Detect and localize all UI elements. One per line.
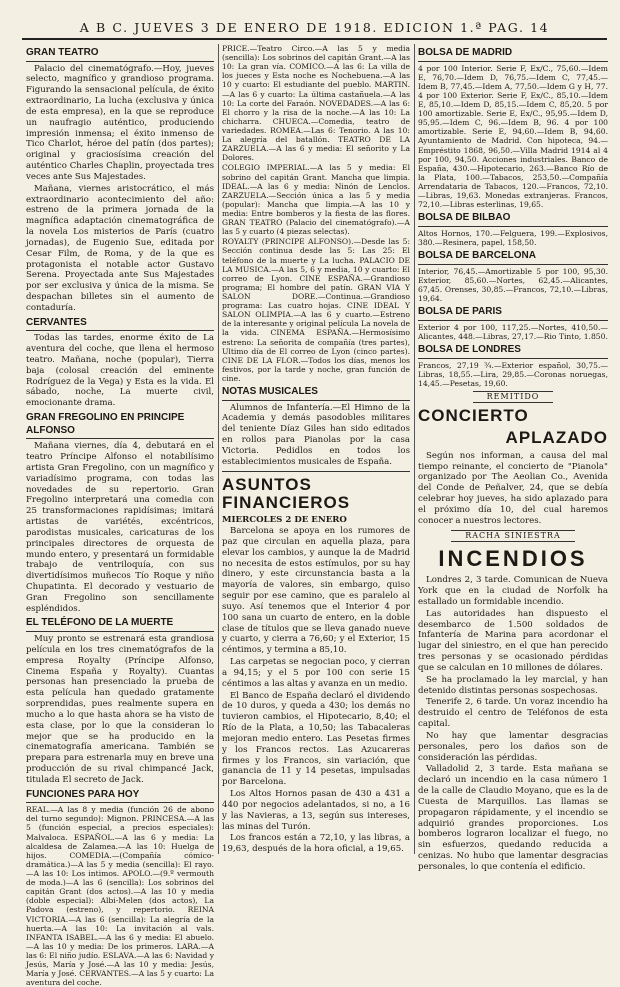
stock-quotes: Francos, 27,19 ¾.—Exterior español, 30,75.—Libras, 18,55.—Lira, 29,85.—Coronas noruegas, 14,45.—Pesetas, 19,60. <box>418 360 608 388</box>
stock-quotes: 4 por 100 Interior. Serie F, Ex/C., 75,60.—Idem E, 76,70.—Idem D, 76,75.—Idem C, 77,45.—Idem B, 77,45.—Idem A, 77,50.—Idem G y H, 77. 4 por 100 Exterior. Serie F, Ex/C., 85,10.—Idem E, 85,10.—Idem D, 85,15.—Idem C, 85,20. 5 por 100 amortizable. Serie E, Ex/C., 95,95.—Idem D, 95,95.—Idem C, 96.—Idem B, 96. 4 por 100 amortizable. Serie E, 94,60.—Idem B, 94,60. Ayuntamiento de Madrid. Con hipoteca, 94.—Empréstito 1868, 96,50.—Villa Madrid 1914 al 4 por 100, 94,50. Acciones industriales. Banco de España, 430.—Hipotecario, 263.—Banco Río de la Plata, 100.—Tabacos, 253,50.—Compañía Arrendataria de Tabacos, 120.—Francos, 72,10.—Libras, 19,63. Monedas extranjeras. Francos, 72,10.—Libras esterlinas, 19,65. <box>418 63 608 210</box>
headline-incendios: INCENDIOS <box>438 545 588 571</box>
listings-text: COLEGIO IMPERIAL.—A las 5 y media: El sobrino del capitán Grant. Mancha que limpia. IDEAL.—A las 6 y media: Ninón de Lenclos. ZARZUELA.—Sección única a las 5 y media (popular): Mancha que limpia.—A las 10 y media: Entre bomberos y la fiesta de las flores. GRAN TEATRO (Palacio del cinematógrafo).—A las 5 y cuarto (4 piezas selectas). <box>222 163 410 237</box>
section-title: EL TELÉFONO DE LA MUERTE <box>26 617 214 632</box>
section-title: FUNCIONES PARA HOY <box>26 789 214 804</box>
article-text: Tenerife 2, 6 tarde. Un voraz incendio ha destruido el centro de Teléfonos de esta capital. <box>418 697 608 730</box>
section-title: GRAN FREGOLINO EN PRINCIPE ALFONSO <box>26 412 214 439</box>
section-title: BOLSA DE BILBAO <box>418 212 608 227</box>
article-text: Se ha proclamado la ley marcial, y han detenido distintas personas sospechosas. <box>418 674 608 696</box>
dateline: MIERCOLES 2 DE ENERO <box>222 515 347 526</box>
divider <box>222 471 410 472</box>
column-3 <box>418 44 608 872</box>
article-text: Mañana viernes, día 4, debutará en el teatro Príncipe Alfonso el notabilísimo artista Gran Fregolino, con un magnífico y variadísimo programa, con todas las novedades de su repertorio. Gran Fregolino interpretará una comedia con 25 transformaciones rapidísimas; imitará artistas de variétés, excéntricos, parodistas musicales, caricaturas de los principales directores de orquesta de mundo entero, y presentará un formidable trabajo de ventriloquía, con sus divertidísimos muñecos Tío Roque y niño Chupatinta. El decorado y vestuario de Gran Fregolino son sencillamente espléndidos. <box>26 441 214 614</box>
stock-quotes: Exterior 4 por 100, 117,25.—Nortes, 410,50.—Alicantes, 448.—Libras, 27,17.—Rio Tinto, 1.850. <box>418 322 608 341</box>
listings-text: PRICE.—Teatro Circo.—A las 5 y media (sencilla): Los sobrinos del capitán Grant.—A las 10: La gran vía. COMICO.—A las 6: La villa de los jueces y Esta noche es Nochebuena.—A las 10 y cuarto: El estudiante del pueblo. MARTIN.—A las 6 y cuarto: La última castañuela.—A las 10: La corte del Faraón. NOVEDADES.—A las 6: El chorro y la risa de la noche.—A las 10: La chicharra. CHUECA.—Comedia, teatro de variedades. ROMEA.—Las 6: Tenorio. A las 10: La alegría del batallón. TEATRO DE LA ZARZUELA.—A las 6 y media: El señorito y La Dolores. <box>222 44 410 163</box>
section-title: CERVANTES <box>26 317 214 332</box>
section-title: GRAN TEATRO <box>26 47 214 62</box>
article-text: Todas las tardes, enorme éxito de La aventura del coche, que llena el hermoso teatro. Mañana, noche (popular), Tierra baja (colosal creación del eminente Rodríguez de la Vega) y Esta es la vida. El sábado, noche, La muerte civil, emocionante drama. <box>26 333 214 409</box>
article-text: Según nos informan, a causa del mal tiempo reinante, el concierto de "Pianola" organizado por The Aeolian Co., Avenida del Conde de Peñalver, 24, que se debía celebrar hoy jueves, ha sido aplazado para el próximo día 10, del cual haremos conocer a nuestros lectores. <box>418 450 608 526</box>
column-2 <box>222 44 410 854</box>
article-text: Los francos están a 72,10, y las libras, a 19,63, después de la hora oficial, a 19,65. <box>222 833 410 855</box>
article-text: Londres 2, 3 tarde. Comunican de Nueva York que en la ciudad de Norfolk ha estallado un formidable incendio. <box>418 575 608 607</box>
column-divider <box>218 44 219 854</box>
headline-aplazado: APLAZADO <box>505 428 608 448</box>
article-text: No hay que lamentar desgracias personales, pero los daños son de consideración las pérdidas. <box>418 730 608 763</box>
listings-text: ROYALTY (PRINCIPE ALFONSO).—Desde las 5: Sección continua desde las 5: Las 25: El teléfono de la muerte y La lucha. PALACIO DE LA MUSICA.—A las 5, 6 y media, 10 y cuarto: El correo de Lyon. CINE ESPAÑA.—Grandioso programa; El hombre del patín. GRAN VIA Y SALON DORE.—Continua.—Grandioso programa: Las cuatro hojas. CINE IDEAL Y SALON OLIMPIA.—A las 6 y cuarto.—Estreno de la interesante y original película La novela de la vida. CINEMA ESPAÑA.—Hermosísimo estreno: La señorita de compañía (tres partes), Ultimo día de El correo de Lyon (cinco partes). CINE DE LA FLOR.—Todos los días, menos los festivos, por la tarde y noche, gran función de cine. <box>222 237 410 383</box>
article-text: Los Altos Hornos pasan de 430 a 431 a 440 por negocios adelantados, si no, a 16 y las Navieras, a 13, según sus intereses, las minas del Turón. <box>222 789 410 832</box>
section-title: BOLSA DE MADRID <box>418 47 608 62</box>
column-1 <box>26 44 214 987</box>
section-title: NOTAS MUSICALES <box>222 386 410 401</box>
article-text: Palacio del cinematógrafo.—Hoy, jueves selecto, magnífico y grandioso programa. Figurando la sensacional película, de éxito extraordinario, La lucha (exclusiva y única de esta empresa), en la que se reproduce un naufragio auténtico, produciendo impresión inmensa; el éxito inmenso de Tico Charlot, héroe del patín (dos partes); original y graciosísima creación del auténtico Charles Chaplin, proyectada tres veces ante Sus Majestades. <box>26 63 214 182</box>
article-text: Alumnos de Infantería.—El Himno de la Academia y demás pasodobles militares del teniente Díaz Giles han sido editados en rollos para Pianolas por la casa Victoria. Pedidlos en todos los establecimientos musicales de España. <box>222 402 410 467</box>
article-text: El Banco de España declaró el dividendo de 10 duros, y queda a 430; los demás no tuvieron cambios, el Hipotecario, 8,40; el Río de la Plata, a 10,50; las Tabacaleras mejoran medio entero. Las Pesetas firmes y los Francos rectos. Las Azucareras firmes y los Francos, sin variación, que ganancia de 11 y 14 pesetas, impulsadas por Barcelona. <box>222 690 410 788</box>
article-text: Las autoridades han dispuesto el desembarco de 1.500 soldados de Infantería de Marina para acordonar el lugar del siniestro, en el que han perecido tres personas y se ocasionado pérdidas que se calculan en 10 millones de dólares. <box>418 608 608 673</box>
remitido-tag: REMITIDO <box>418 391 608 403</box>
listings-text: REAL.—A las 8 y media (función 26 de abono del turno segundo): Mignon. PRINCESA.—A las 5 (función especial, a precios especiales): Malvaloca. ESPAÑOL.—A las 6 y media: La alcaldesa de Zalamea.—A las 10: Huelga de hijos. COMEDIA.—(Compañía cómico-dramática.)—A las 5 y media (sencilla): El rayo.—A las 10: Los intimos. APOLO.—(9.º vermouth de moda.)—A las 6 (sencilla): Los sobrinos del capitán Grant (dos actos).—A las 10 y media (doble especial): Albi-Melen (dos actos), La Padova (estreno), y repertorio. REINA VICTORIA.—A las 6 (sencilla): La alegría de la huerta.—A las 10: La invitación al vals. INFANTA ISABEL.—A las 6 y media: El abuelo.—A las 10 y media: De los primeros. LARA.—A las 6: El niño judío. ESLAVA.—A las 6: Navidad y Jesús, María y José.—A las 10 y media: Jesús, María y José. CERVANTES.—A las 5 y cuarto: La aventura del coche. <box>26 805 214 987</box>
article-text: Las carpetas se negocian poco, y cierran a 94,15; y el 5 por 100 con serie 15 céntimos a las altas y avanza en un medio. <box>222 657 410 689</box>
article-text: Muy pronto se estrenará esta grandiosa película en los tres cinematógrafos de la empresa Royalty (Príncipe Alfonso, Cinema España y Royalty). Cuantas personas han presenciado la prueba de esta película han quedado gratamente sorprendidas, pues realmente supera en mucho a lo que hasta ahora se ha visto de esta clase, por lo que la consideran lo mejor que se ha producido en la cinematografía americana. También se prepara para estrenarla muy en breve una producción de su rival chimpancé Jack, titulada El secreto de Jack. <box>26 634 214 785</box>
article-text: Mañana, viernes aristocrático, el más extraordinario acontecimiento del año: estreno de la primera jornada de la magnífica adaptación cinematográfica de la novela Los misterios de París (cuatro jornadas), de Eugenio Sue, editada por Cesar Film, de Roma, y de la que es protagonista el notable actor Gustavo Serena. Proyectada ante Sus Majestades por ser exclusiva y única de la misma. Se despachan billetes sin el aumento de contaduría. <box>26 183 214 313</box>
page-masthead: A B C. JUEVES 3 DE ENERO DE 1918. EDICION 1.ª PAG. 14 <box>22 18 607 40</box>
racha-tag: RACHA SINIESTRA <box>418 530 608 542</box>
stock-quotes: Interior, 76,45.—Amortizable 5 por 100, 95,30. Exterior, 85,60.—Nortes, 62,45.—Alicantes, 67,45. Orenses, 30,85.—Francos, 72,10.—Libras, 19,64. <box>418 266 608 304</box>
headline-asuntos: ASUNTOS FINANCIEROS <box>222 474 351 512</box>
stock-quotes: Altos Hornos, 170.—Felguera, 199.—Explosivos, 380.—Resinera, papel, 158,50. <box>418 228 608 248</box>
column-divider <box>414 44 415 854</box>
section-title: BOLSA DE PARIS <box>418 306 608 321</box>
article-text: Valladolid 2, 3 tarde. Esta mañana se declaró un incendio en la casa número 1 de la calle de Claudio Moyano, que es la de Cuesta de Marquillos. Las llamas se propagaron rápidamente, y el incendio se adquirió grandes proporciones. Los bomberos lograron localizar el fuego, no sin esfuerzos, quedando reducida a cenizas. No hubo que lamentar desgracias personales, lo que contenía el edificio. <box>418 764 608 872</box>
section-title: BOLSA DE LONDRES <box>418 344 608 359</box>
article-text: Barcelona se apoya en los rumores de paz que circulan en aquella plaza, para elevar los cambios, y aunque la de Madrid no necesita de estos estímulos, por su hay dinero, y este circunstancia basta a la mayoría de valores, sin embargo, quiso seguir por ese camino, que es paralelo al suyo. Así tenemos que el Interior 4 por 100 sana un cuarto de entero, en la doble clase de títulos que se lleva ganado nueve y cuarto, y cierra a 76,60; y el Exterior, 15 céntimos, y termina a 85,10. <box>222 526 410 656</box>
headline-concierto: CONCIERTO <box>418 406 529 425</box>
section-title: BOLSA DE BARCELONA <box>418 250 608 265</box>
